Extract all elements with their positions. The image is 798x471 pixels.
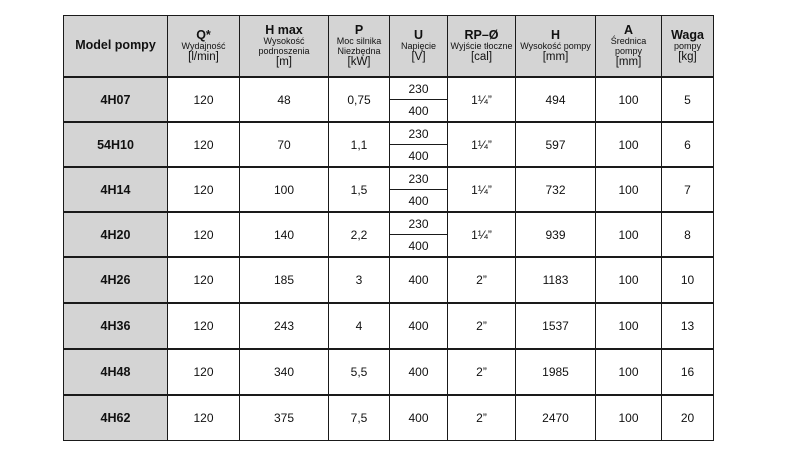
header-rp-title: RP–Ø xyxy=(464,27,499,42)
hmax-cell: 140 xyxy=(240,212,329,257)
q-cell: 120 xyxy=(168,257,240,303)
a-cell: 100 xyxy=(596,303,662,349)
waga-cell: 6 xyxy=(662,122,714,167)
q-cell: 120 xyxy=(168,167,240,212)
header-waga-desc: pompy xyxy=(673,40,701,51)
u-cell: 400 xyxy=(390,349,448,395)
a-cell: 100 xyxy=(596,77,662,122)
q-cell: 120 xyxy=(168,349,240,395)
u-cell: 230 xyxy=(390,77,448,100)
a-cell: 100 xyxy=(596,122,662,167)
header-a-title: A xyxy=(623,22,634,37)
waga-cell: 5 xyxy=(662,77,714,122)
header-p xyxy=(329,16,390,78)
a-cell: 100 xyxy=(596,349,662,395)
table-row xyxy=(64,167,714,190)
header-hmax-desc: Wysokość podnoszenia xyxy=(258,36,310,56)
header-u-title: U xyxy=(413,27,424,42)
waga-cell: 16 xyxy=(662,349,714,395)
table-row xyxy=(64,77,714,100)
hmax-cell: 48 xyxy=(240,77,329,122)
hmax-cell: 185 xyxy=(240,257,329,303)
model-cell: 4H48 xyxy=(64,349,168,395)
header-rp-desc: Wyjście tłoczne xyxy=(450,40,513,51)
u-cell: 230 xyxy=(390,212,448,235)
header-rp-unit: [cal] xyxy=(470,51,493,64)
model-cell: 4H07 xyxy=(64,77,168,122)
rp-cell: 1¼” xyxy=(448,167,516,212)
header-h-unit: [mm] xyxy=(542,51,569,64)
p-cell: 5,5 xyxy=(329,349,390,395)
rp-cell: 2” xyxy=(448,303,516,349)
table-row xyxy=(64,257,714,303)
model-cell: 54H10 xyxy=(64,122,168,167)
model-cell: 4H14 xyxy=(64,167,168,212)
h-cell: 732 xyxy=(516,167,596,212)
q-cell: 120 xyxy=(168,122,240,167)
p-cell: 3 xyxy=(329,257,390,303)
header-waga-title: Waga xyxy=(671,27,704,42)
header-q-desc: Wydajność xyxy=(181,40,226,51)
q-cell: 120 xyxy=(168,77,240,122)
table-row xyxy=(64,212,714,235)
table-row xyxy=(64,303,714,349)
header-row xyxy=(64,16,714,78)
h-cell: 494 xyxy=(516,77,596,122)
p-cell: 7,5 xyxy=(329,395,390,441)
a-cell: 100 xyxy=(596,257,662,303)
h-cell: 1537 xyxy=(516,303,596,349)
table-row xyxy=(64,349,714,395)
h-cell: 1985 xyxy=(516,349,596,395)
header-p-title: P xyxy=(354,22,364,37)
u-cell: 400 xyxy=(390,395,448,441)
waga-cell: 8 xyxy=(662,212,714,257)
header-h xyxy=(516,16,596,78)
header-hmax-title: H max xyxy=(265,22,303,37)
u-cell: 400 xyxy=(390,303,448,349)
h-cell: 1183 xyxy=(516,257,596,303)
u-cell: 400 xyxy=(390,100,448,123)
header-q-unit: [l/min] xyxy=(188,51,219,64)
header-a-desc: Średnica pompy xyxy=(610,36,647,56)
header-u-unit: [V] xyxy=(411,51,426,64)
table-row xyxy=(64,395,714,441)
waga-cell: 20 xyxy=(662,395,714,441)
rp-cell: 1¼” xyxy=(448,77,516,122)
rp-cell: 1¼” xyxy=(448,122,516,167)
header-h-title: H xyxy=(550,27,561,42)
header-waga xyxy=(662,16,714,78)
header-u-desc: Napięcie xyxy=(400,40,437,51)
header-hmax-unit: [m] xyxy=(276,55,292,68)
p-cell: 1,1 xyxy=(329,122,390,167)
hmax-cell: 70 xyxy=(240,122,329,167)
rp-cell: 2” xyxy=(448,257,516,303)
waga-cell: 13 xyxy=(662,303,714,349)
q-cell: 120 xyxy=(168,212,240,257)
hmax-cell: 100 xyxy=(240,167,329,212)
h-cell: 597 xyxy=(516,122,596,167)
h-cell: 2470 xyxy=(516,395,596,441)
u-cell: 230 xyxy=(390,167,448,190)
header-h-desc: Wysokość pompy xyxy=(520,40,591,51)
header-waga-unit: [kg] xyxy=(678,51,697,64)
hmax-cell: 375 xyxy=(240,395,329,441)
model-cell: 4H36 xyxy=(64,303,168,349)
rp-cell: 1¼” xyxy=(448,212,516,257)
header-q-title: Q* xyxy=(196,27,211,42)
p-cell: 1,5 xyxy=(329,167,390,212)
header-rp xyxy=(448,16,516,78)
a-cell: 100 xyxy=(596,212,662,257)
q-cell: 120 xyxy=(168,395,240,441)
waga-cell: 7 xyxy=(662,167,714,212)
table-row xyxy=(64,122,714,145)
u-cell: 400 xyxy=(390,257,448,303)
header-p-unit: [kW] xyxy=(347,55,371,68)
p-cell: 0,75 xyxy=(329,77,390,122)
p-cell: 2,2 xyxy=(329,212,390,257)
u-cell: 400 xyxy=(390,145,448,168)
header-p-desc: Moc silnika Niezbędna xyxy=(336,36,382,56)
hmax-cell: 243 xyxy=(240,303,329,349)
rp-cell: 2” xyxy=(448,395,516,441)
pump-specs-table xyxy=(63,15,714,441)
model-cell: 4H26 xyxy=(64,257,168,303)
a-cell: 100 xyxy=(596,167,662,212)
header-q xyxy=(168,16,240,78)
model-cell: 4H20 xyxy=(64,212,168,257)
h-cell: 939 xyxy=(516,212,596,257)
u-cell: 400 xyxy=(390,235,448,258)
rp-cell: 2” xyxy=(448,349,516,395)
header-a-unit: [mm] xyxy=(615,55,642,68)
header-u xyxy=(390,16,448,78)
q-cell: 120 xyxy=(168,303,240,349)
u-cell: 230 xyxy=(390,122,448,145)
model-cell: 4H62 xyxy=(64,395,168,441)
u-cell: 400 xyxy=(390,190,448,213)
header-hmax xyxy=(240,16,329,78)
waga-cell: 10 xyxy=(662,257,714,303)
header-model: Model pompy xyxy=(64,16,168,78)
hmax-cell: 340 xyxy=(240,349,329,395)
header-a xyxy=(596,16,662,78)
a-cell: 100 xyxy=(596,395,662,441)
p-cell: 4 xyxy=(329,303,390,349)
